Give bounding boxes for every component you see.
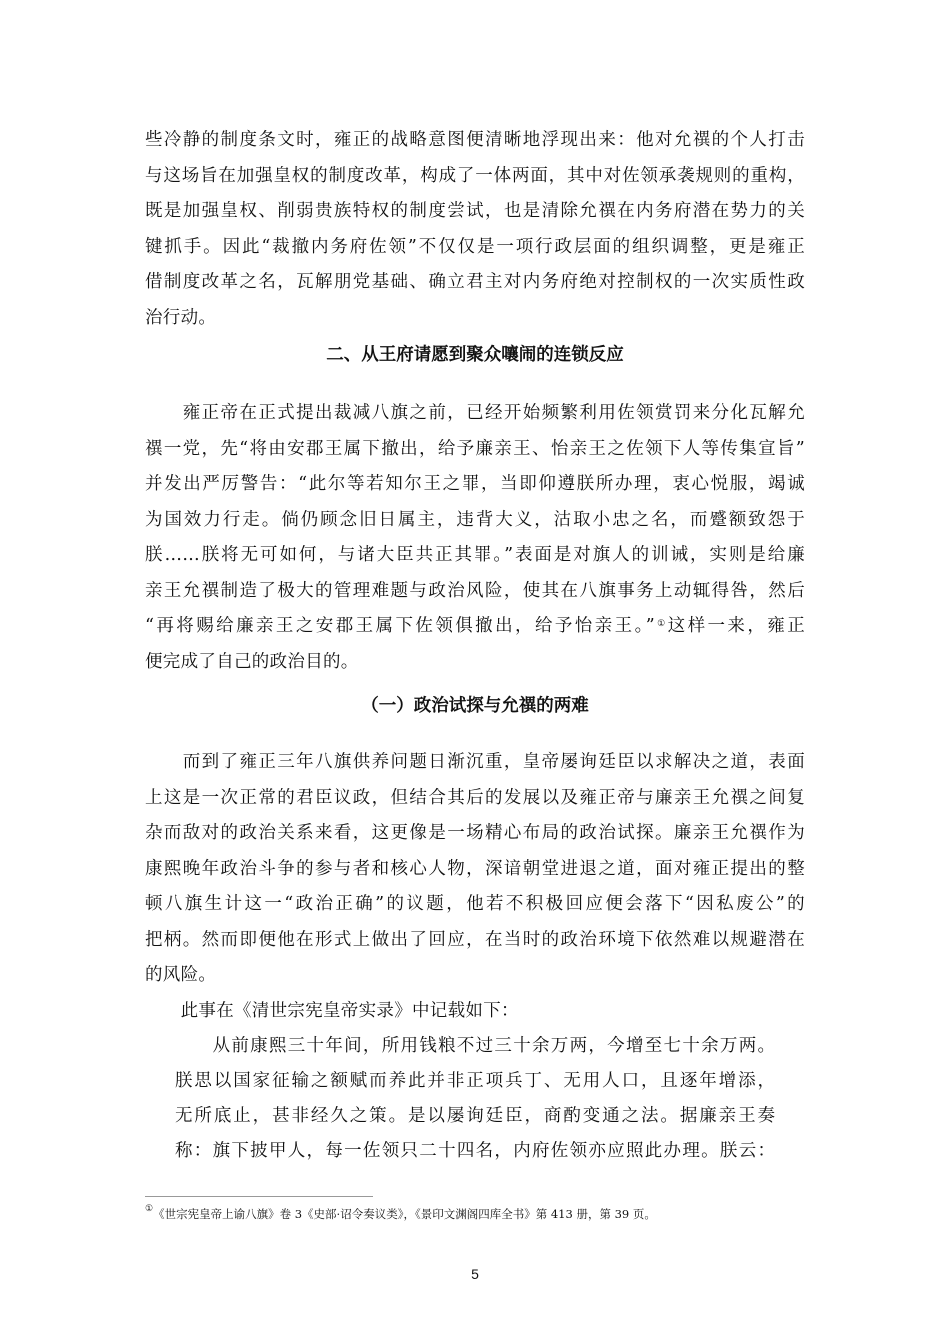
subsection-heading: （一）政治试探与允禩的两难 <box>361 696 589 716</box>
text-line: 禩一党，先“将由安郡王属下撤出，给予廉亲王、怡亲王之佐领下人等传集宣旨” <box>145 438 805 459</box>
footnote <box>145 1206 656 1222</box>
text-line: 治行动。 <box>145 307 217 328</box>
intro-paragraph <box>145 123 805 336</box>
text-line: 键抓手。因此“裁撤内务府佐领”不仅仅是一项行政层面的组织调整，更是雍正 <box>145 236 805 257</box>
text-line: 的风险。 <box>145 965 217 985</box>
text-line: 而到了雍正三年八旗供养问题日渐沉重，皇帝屡询廷臣以求解决之道，表面 <box>145 752 805 772</box>
text-line: 便完成了自己的政治目的。 <box>145 651 359 672</box>
footnote-text: 《世宗宪皇帝上谕八旗》卷 3《史部·诏令奏议类》，《景印文渊阁四库全书》第 413 册，第 39 页。 <box>153 1207 656 1221</box>
text-line: 既是加强皇权、削弱贵族特权的制度尝试，也是清除允禩在内务府潜在势力的关 <box>145 201 805 221</box>
text-line: 顿八旗生计这一“政治正确”的议题，他若不积极回应便会落下“因私废公”的 <box>145 894 805 914</box>
text-line: 朕……朕将无可如何，与诸大臣共正其罪。”表面是对旗人的训诫，实则是给廉 <box>145 545 805 565</box>
block-quote <box>175 1029 775 1169</box>
text-segment: 这样一来，雍正 <box>667 616 805 636</box>
text-line: 把柄。然而即便他在形式上做出了回应，在当时的政治环境下依然难以规避潜在 <box>145 929 805 950</box>
subsection-paragraph <box>145 745 805 1029</box>
quote-line: 称：旗下披甲人，每一佐领只二十四名，内府佐领亦应照此办理。朕云： <box>175 1141 775 1161</box>
record-intro-line: 此事在《清世宗宪皇帝实录》中记载如下： <box>145 1000 519 1021</box>
footnote-reference[interactable]: ① <box>655 619 668 629</box>
text-segment: “再将赐给廉亲王之安郡王属下佐领俱撤出，给予怡亲王。” <box>145 616 656 636</box>
quote-line: 从前康熙三十年间，所用钱粮不过三十余万两，今增至七十余万两。 <box>175 1036 775 1056</box>
text-line: 些冷静的制度条文时，雍正的战略意图便清晰地浮现出来：他对允禩的个人打击 <box>145 130 805 150</box>
text-line: 杂而敌对的政治关系来看，这更像是一场精心布局的政治试探。廉亲王允禩作为 <box>145 823 805 843</box>
text-line: 并发出严厉警告：“此尔等若知尔王之罪，当即仰遵朕所办理，衷心悦服，竭诚 <box>145 474 805 494</box>
text-line: 亲王允禩制造了极大的管理难题与政治风险，使其在八旗事务上动辄得咎，然后 <box>145 580 805 601</box>
page-number: 5 <box>471 1266 479 1282</box>
footnote-mark: ① <box>145 1204 154 1214</box>
text-line: 上这是一次正常的君臣议政，但结合其后的发展以及雍正帝与廉亲王允禩之间复 <box>145 787 805 808</box>
text-line-with-footnote <box>145 609 805 645</box>
text-line: 雍正帝在正式提出裁减八旗之前，已经开始频繁利用佐领赏罚来分化瓦解允 <box>145 403 805 423</box>
footnote-divider <box>145 1196 373 1197</box>
quote-line: 无所底止，甚非经久之策。是以屡询廷臣，商酌变通之法。据廉亲王奏 <box>175 1106 775 1126</box>
text-line: 借制度改革之名，瓦解朋党基础、确立君主对内务府绝对控制权的一次实质性政 <box>145 272 805 292</box>
section-paragraph <box>145 396 805 680</box>
text-line: 为国效力行走。倘仍顾念旧日属主，违背大义，沽取小忠之名，而蹙额致怨于 <box>145 509 805 530</box>
section-heading: 二、从王府请愿到聚众嚷闹的连锁反应 <box>326 345 624 365</box>
text-line: 与这场旨在加强皇权的制度改革，构成了一体两面，其中对佐领承袭规则的重构， <box>145 165 805 186</box>
quote-line: 朕思以国家征输之额赋而养此并非正项兵丁、无用人口，且逐年增添， <box>175 1071 775 1091</box>
text-line: 康熙晚年政治斗争的参与者和核心人物，深谙朝堂进退之道，面对雍正提出的整 <box>145 858 805 879</box>
